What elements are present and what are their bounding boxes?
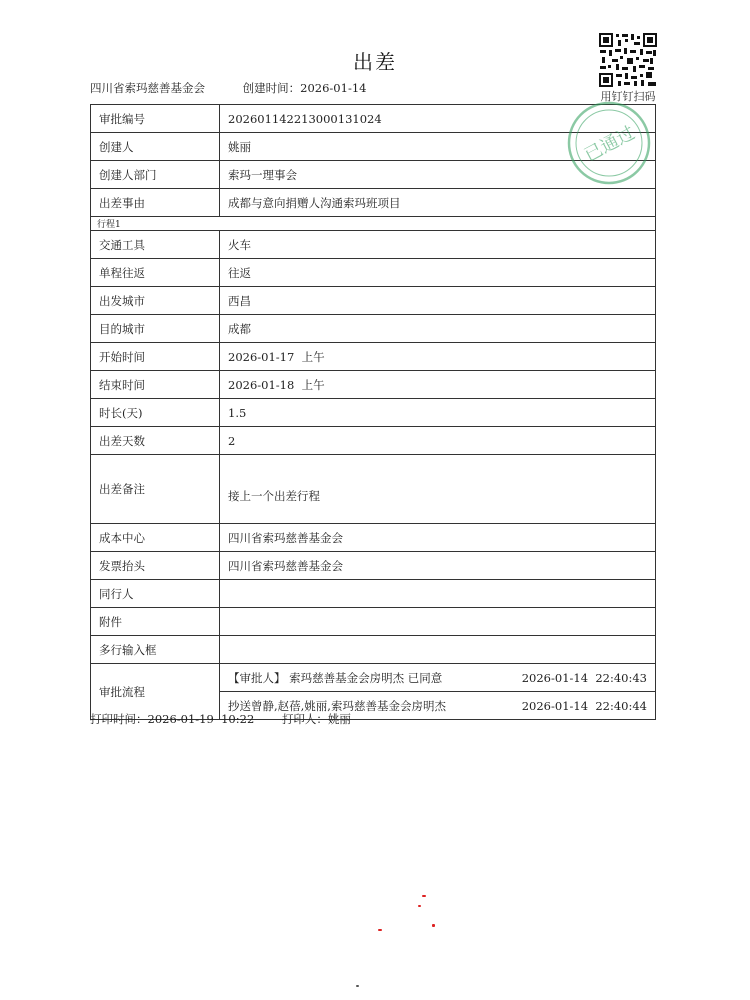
label-cost-center: 成本中心: [91, 524, 220, 552]
label-approval-flow: 审批流程: [91, 664, 220, 720]
value-approval-no: 202601142213000131024: [220, 105, 656, 133]
value-attachments: [220, 608, 656, 636]
approval-form-table: [90, 104, 656, 720]
row-dest-city: [91, 315, 656, 343]
label-dest-city: 目的城市: [91, 315, 220, 343]
label-duration: 时长(天): [91, 399, 220, 427]
value-creator-dept: 索玛一理事会: [220, 161, 656, 189]
value-reason: 成都与意向捐赠人沟通索玛班项目: [220, 189, 656, 217]
flow-approver-time: 2026-01-14 22:40:43: [521, 670, 647, 685]
scan-speck: [432, 924, 435, 927]
label-trip-type: 单程往返: [91, 259, 220, 287]
value-multiline: [220, 636, 656, 664]
flow-cc-text: 抄送曾静,赵蓓,姚丽,索玛慈善基金会房明杰: [228, 698, 446, 713]
printer-name: 姚丽: [327, 712, 351, 726]
scan-speck: [422, 895, 426, 897]
qr-code: [598, 32, 658, 88]
row-depart-city: [91, 287, 656, 315]
print-time-label: 打印时间：: [90, 712, 148, 726]
scan-speck: [418, 905, 421, 907]
section-trip: [91, 217, 656, 231]
row-end-time: [91, 371, 656, 399]
printer-label: 打印人：: [281, 712, 328, 726]
document-title: 出差: [353, 50, 397, 74]
value-dest-city: 成都: [220, 315, 656, 343]
row-invoice-title: [91, 552, 656, 580]
stamp-text: 已通过: [580, 122, 639, 167]
label-reason: 出差事由: [91, 189, 220, 217]
printer-info: [282, 712, 351, 726]
row-transport: [91, 231, 656, 259]
label-companions: 同行人: [91, 580, 220, 608]
row-multiline: [91, 636, 656, 664]
label-transport: 交通工具: [91, 231, 220, 259]
label-invoice-title: 发票抬头: [91, 552, 220, 580]
row-companions: [91, 580, 656, 608]
header-line: [90, 80, 366, 96]
value-trip-days: 2: [220, 427, 656, 455]
value-remark: 接上一个出差行程: [220, 455, 656, 524]
row-duration: [91, 399, 656, 427]
label-end-time: 结束时间: [91, 371, 220, 399]
scan-speck: [378, 929, 382, 931]
row-reason: [91, 189, 656, 217]
label-creator: 创建人: [91, 133, 220, 161]
created-label: 创建时间：: [242, 81, 301, 95]
label-creator-dept: 创建人部门: [91, 161, 220, 189]
organization-name: 四川省索玛慈善基金会: [90, 81, 205, 95]
row-trip-days: [91, 427, 656, 455]
print-time: 2026-01-19 10:22: [147, 712, 255, 726]
scan-speck: [356, 985, 359, 987]
value-companions: [220, 580, 656, 608]
label-approval-no: 审批编号: [91, 105, 220, 133]
qr-caption: 用钉钉扫码: [600, 90, 656, 103]
label-remark: 出差备注: [91, 455, 220, 524]
value-cost-center: 四川省索玛慈善基金会: [220, 524, 656, 552]
label-multiline: 多行输入框: [91, 636, 220, 664]
label-trip-days: 出差天数: [91, 427, 220, 455]
value-depart-city: 西昌: [220, 287, 656, 315]
flow-row-approver: [220, 664, 655, 691]
approved-stamp: [566, 100, 652, 186]
row-trip-type: [91, 259, 656, 287]
value-invoice-title: 四川省索玛慈善基金会: [220, 552, 656, 580]
row-start-time: [91, 343, 656, 371]
row-cost-center: [91, 524, 656, 552]
label-attachments: 附件: [91, 608, 220, 636]
created-time: [243, 81, 367, 95]
created-date: 2026-01-14: [300, 81, 367, 95]
value-end-time: 2026-01-18 上午: [220, 371, 656, 399]
flow-approver-text: 【审批人】 索玛慈善基金会房明杰 已同意: [228, 670, 443, 685]
value-trip-type: 往返: [220, 259, 656, 287]
row-remark: [91, 455, 656, 524]
row-attachments: [91, 608, 656, 636]
label-depart-city: 出发城市: [91, 287, 220, 315]
label-start-time: 开始时间: [91, 343, 220, 371]
value-transport: 火车: [220, 231, 656, 259]
flow-cc-time: 2026-01-14 22:40:44: [521, 698, 647, 713]
value-start-time: 2026-01-17 上午: [220, 343, 656, 371]
value-creator: 姚丽: [220, 133, 656, 161]
print-footer: [90, 711, 351, 727]
value-duration: 1.5: [220, 399, 656, 427]
section-trip-label: 行程1: [91, 217, 656, 231]
